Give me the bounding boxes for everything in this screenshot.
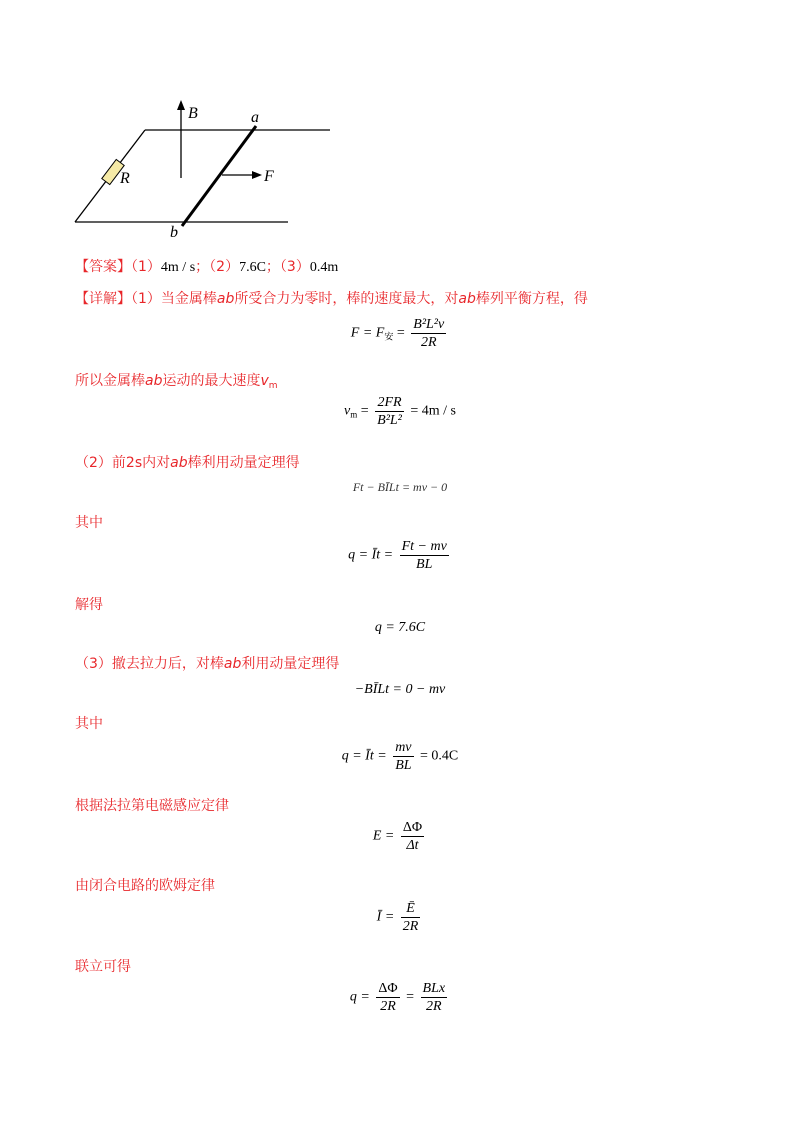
equation-7: q = Īt = $\frac{mv}{BL}$ = 0.4C xyxy=(341,740,459,773)
detail-line-5: 根据法拉第电磁感应定律 xyxy=(75,798,229,814)
label-R: R xyxy=(120,170,130,187)
detail-qizhong-2: 其中 xyxy=(75,716,103,732)
equation-9: Ī = $\frac{Ē}{2R}$ xyxy=(376,901,419,934)
equation-8: E = $\frac{\Delta\Phi}{\Delta t}$ xyxy=(372,820,423,853)
b-arrow-head-icon xyxy=(177,100,185,110)
detail-line-6: 由闭合电路的欧姆定律 xyxy=(75,878,215,894)
equation-5: q = 7.6C xyxy=(374,620,426,635)
equation-6: −BĪLt = 0 − mv xyxy=(354,682,446,697)
answer-line: 【答案】（1）4m / s；（2）7.6C；（3）0.4m xyxy=(75,259,339,275)
label-F: F xyxy=(264,168,274,185)
force-arrow-head-icon xyxy=(252,171,262,179)
answer-1: 4m / s xyxy=(160,260,196,275)
answer-tag: 【答案】 xyxy=(75,259,131,275)
detail-line-4: （3）撤去拉力后，对棒ab利用动量定理得 xyxy=(75,656,340,672)
detail-line-1: 【详解】（1）当金属棒ab所受合力为零时，棒的速度最大，对ab棒列平衡方程，得 xyxy=(75,291,588,307)
detail-jiede: 解得 xyxy=(75,597,103,613)
label-a: a xyxy=(251,109,259,126)
detail-line-7: 联立可得 xyxy=(75,959,131,975)
equation-1: $F = F_安$ = $\frac{\text{B²L²v}}{2R}$ xyxy=(350,317,445,350)
rod-ab xyxy=(182,126,256,226)
detail-tag: 【详解】 xyxy=(75,291,131,307)
answer-2: 7.6C xyxy=(239,260,266,275)
detail-line-3: （2）前2s内对ab棒利用动量定理得 xyxy=(75,455,300,471)
label-b: b xyxy=(170,224,178,241)
detail-line-2: 所以金属棒ab运动的最大速度$v_m$ xyxy=(75,373,278,391)
rail-diagram xyxy=(0,0,800,250)
detail-qizhong-1: 其中 xyxy=(75,515,103,531)
label-B: B xyxy=(188,105,198,122)
equation-4: q = Īt = $\frac{Ft - mv}{BL}$ xyxy=(348,539,447,572)
equation-2: $v_m$ = $\frac{2FR}{\text{B²L²}}$ = 4m / s xyxy=(344,395,456,428)
equation-3: Ft − BĪLt = mv − 0 xyxy=(352,480,448,494)
answer-3: 0.4m xyxy=(309,260,339,275)
equation-10: q = $\frac{\Delta\Phi}{2R}$ = $\frac{\text{BLx}}{2R}$ xyxy=(349,981,446,1014)
